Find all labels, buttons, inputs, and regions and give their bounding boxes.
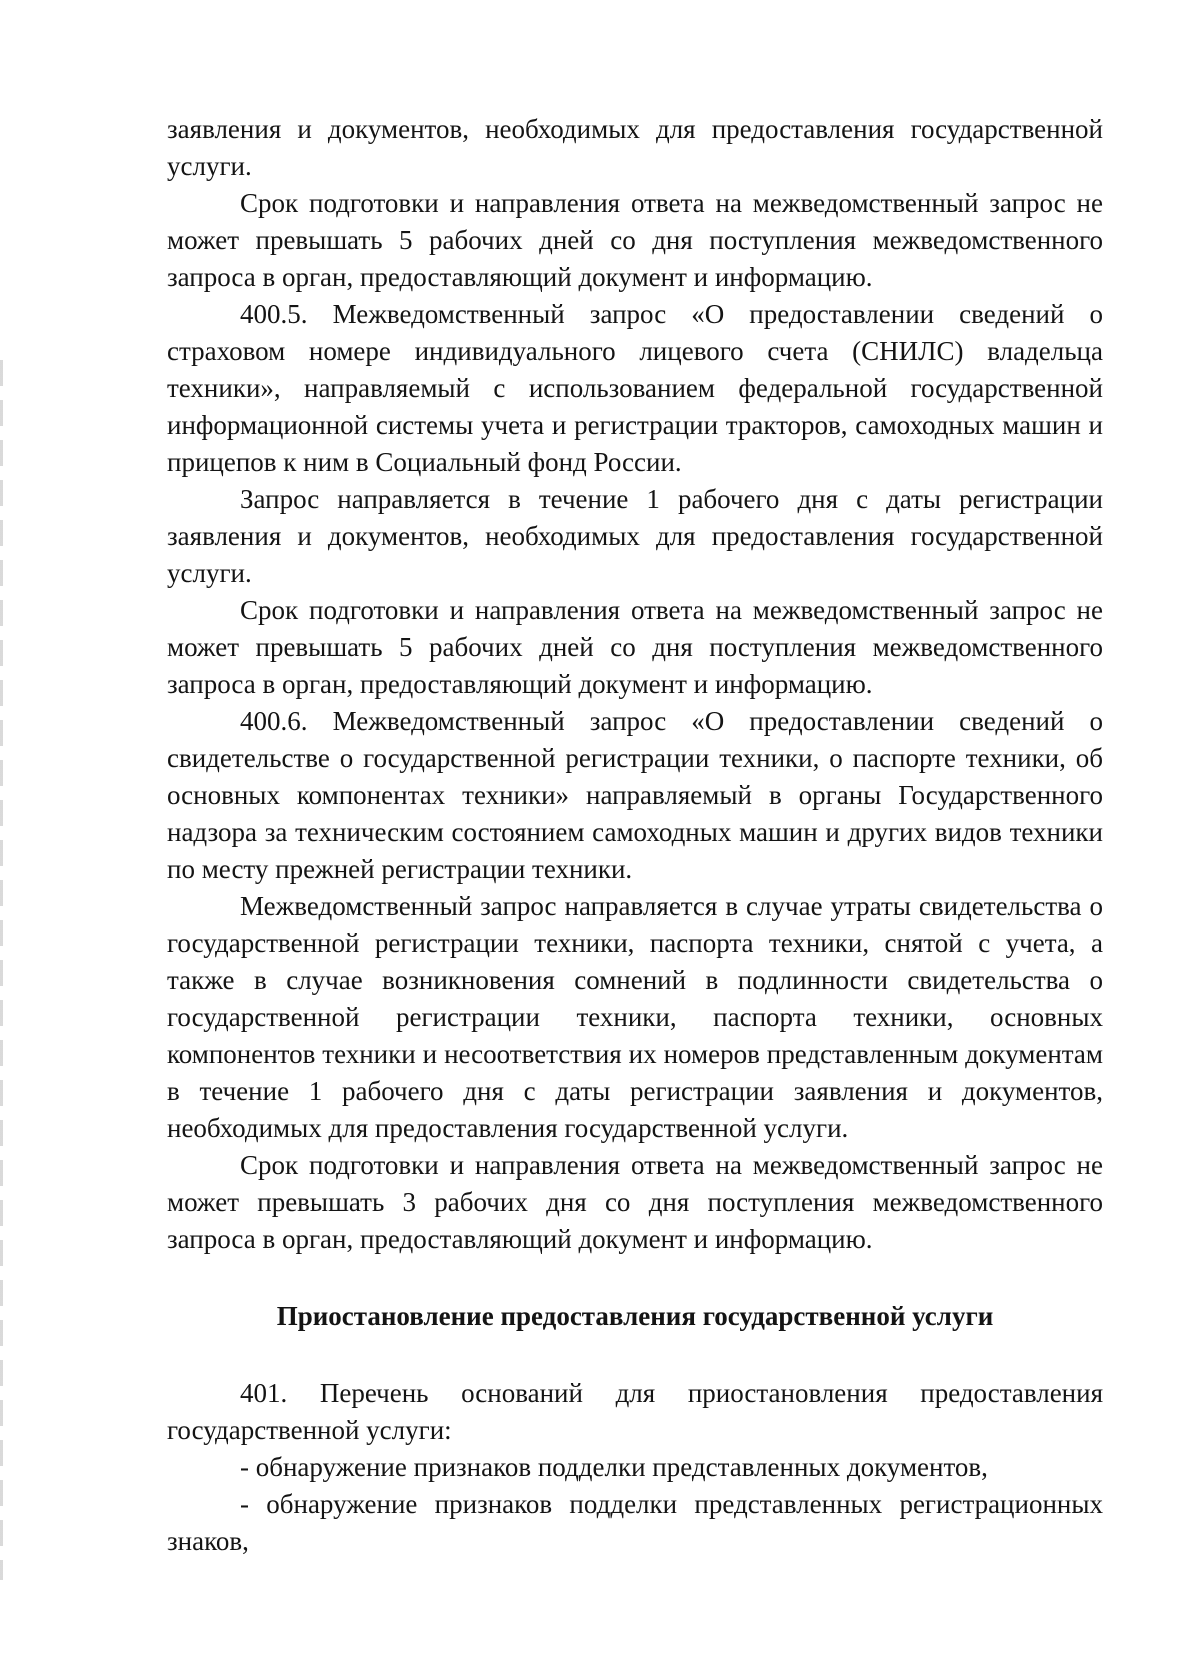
- paragraph-400-6: 400.6. Межведомственный запрос «О предоставлении сведений о свидетельстве о государственной регистрации техники, о паспорте техники, об основных компонентах техники» направляемый в органы Государственного надзора за техническим состоянием самоходных машин и других видов техники по месту прежней регистрации техники.: [167, 706, 1103, 884]
- paragraph-400-5: 400.5. Межведомственный запрос «О предоставлении сведений о страховом номере индивидуального лицевого счета (СНИЛС) владельца техники», направляемый с использованием федеральной государственной информационной системы учета и регистрации тракторов, самоходных машин и прицепов к ним в Социальный фонд России.: [167, 299, 1103, 477]
- scan-edge-artifact: [0, 360, 3, 1580]
- paragraph-401: 401. Перечень оснований для приостановления предоставления государственной услуги:: [167, 1378, 1103, 1445]
- paragraph-request-timing: Запрос направляется в течение 1 рабочего дня с даты регистрации заявления и документов, необходимых для предоставления государственной услуги.: [167, 484, 1103, 588]
- paragraph-response-deadline-2: Срок подготовки и направления ответа на межведомственный запрос не может превышать 5 рабочих дней со дня поступления межведомственного запроса в орган, предоставляющий документ и информацию.: [167, 595, 1103, 699]
- paragraph-request-conditions: Межведомственный запрос направляется в случае утраты свидетельства о государственной регистрации техники, паспорта техники, снятой с учета, а также в случае возникновения сомнений в подлинности свидетельства о государственной регистрации техники, паспорта техники, основных компонентов техники и несоответствия их номеров представленным документам в течение 1 рабочего дня с даты регистрации заявления и документов, необходимых для предоставления государственной услуги.: [167, 891, 1103, 1143]
- list-item-forged-plates: - обнаружение признаков подделки представленных регистрационных знаков,: [167, 1489, 1103, 1556]
- document-body: [167, 111, 1103, 1560]
- paragraph-response-deadline-3: Срок подготовки и направления ответа на межведомственный запрос не может превышать 3 рабочих дня со дня поступления межведомственного запроса в орган, предоставляющий документ и информацию.: [167, 1150, 1103, 1254]
- list-item-forged-documents: - обнаружение признаков подделки представленных документов,: [240, 1452, 988, 1482]
- paragraph-continuation: заявления и документов, необходимых для предоставления государственной услуги.: [167, 114, 1103, 181]
- section-heading: Приостановление предоставления государственной услуги: [276, 1301, 994, 1331]
- paragraph-response-deadline-1: Срок подготовки и направления ответа на межведомственный запрос не может превышать 5 рабочих дней со дня поступления межведомственного запроса в орган, предоставляющий документ и информацию.: [167, 188, 1103, 292]
